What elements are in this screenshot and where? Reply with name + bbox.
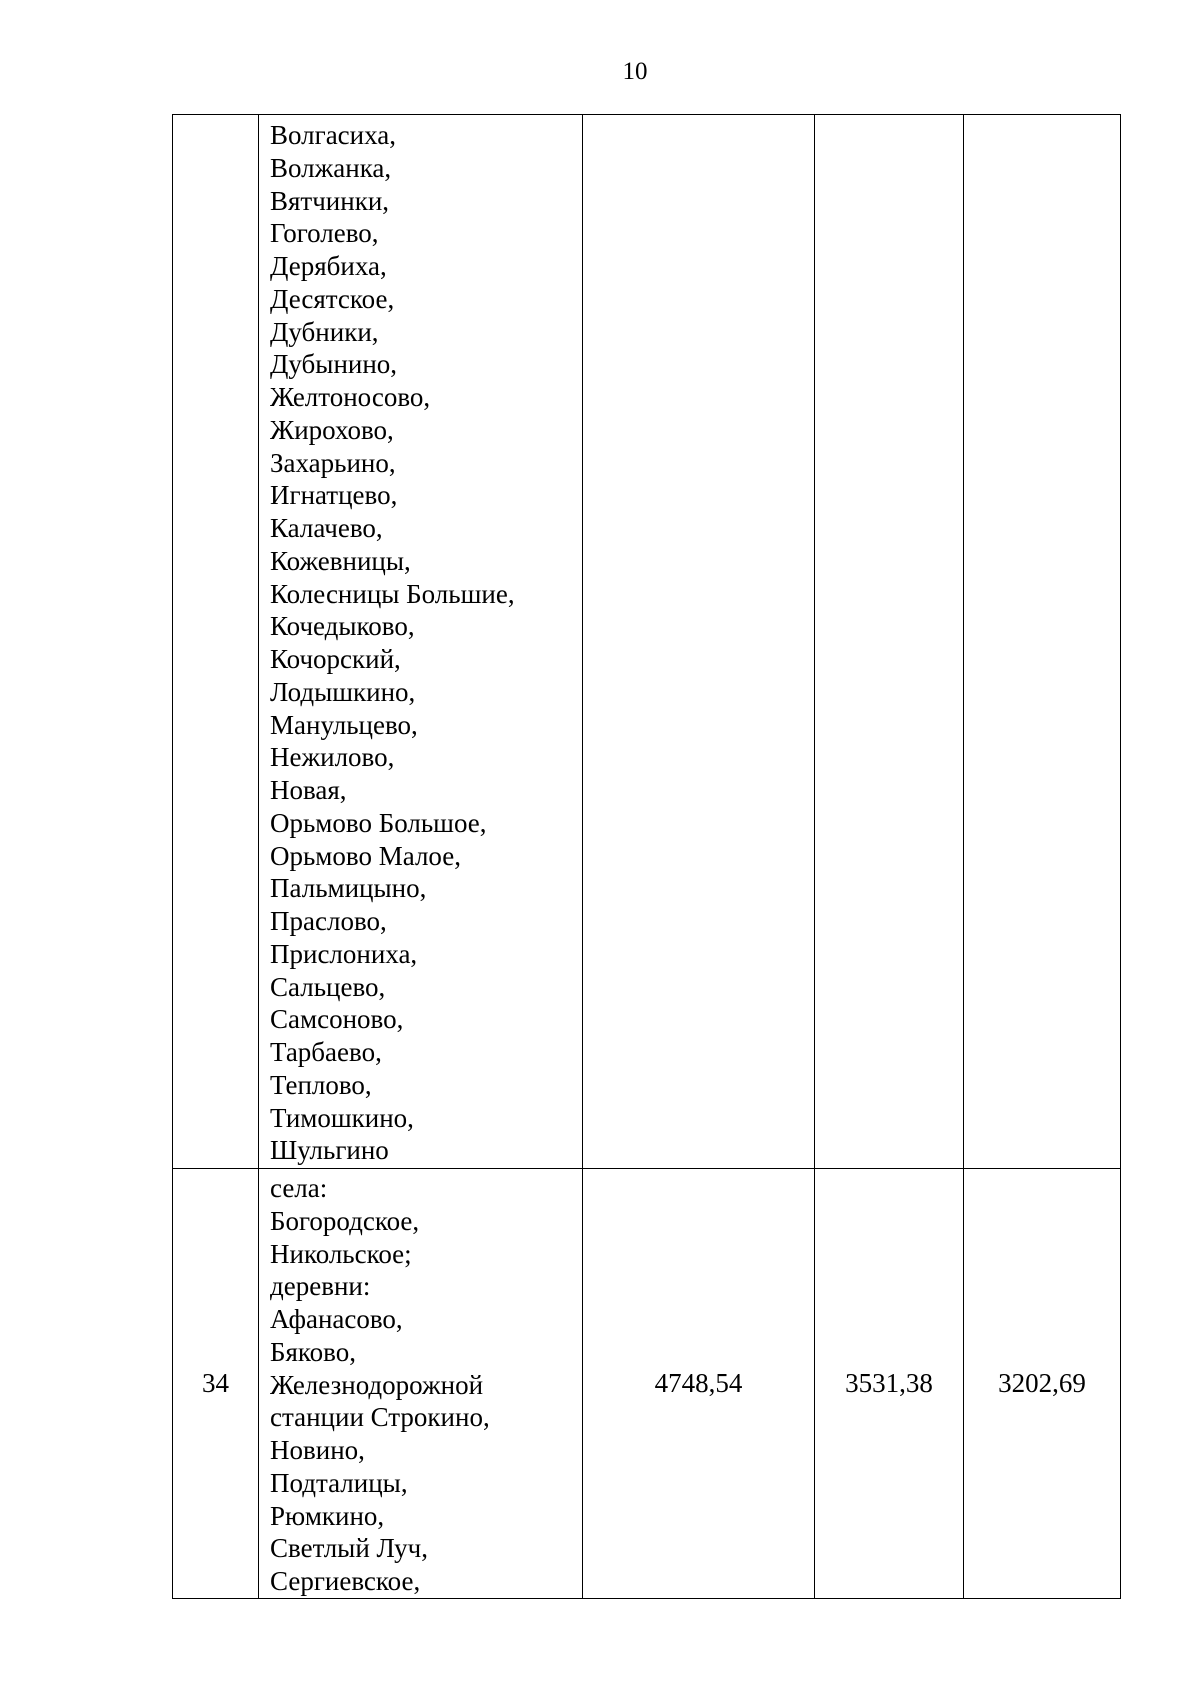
settlement-name: села: — [270, 1173, 328, 1203]
settlement-name: Орьмово Малое, — [270, 840, 461, 871]
table-row — [173, 1169, 1121, 1599]
settlement-names-cell — [259, 1169, 583, 1599]
settlement-name: Колесницы Большие, — [270, 578, 515, 609]
value-2-cell — [815, 115, 964, 1169]
settlement-name: Волгасиха, — [270, 120, 396, 150]
settlement-name: Дубники, — [270, 316, 379, 347]
settlement-name: Подталицы, — [270, 1467, 408, 1498]
settlement-name: Новино, — [270, 1435, 365, 1465]
row-number-cell — [173, 115, 259, 1169]
settlement-names-cell — [259, 115, 583, 1169]
settlement-name: Желтоносово, — [270, 382, 431, 412]
settlements-table — [172, 114, 1121, 1599]
settlement-name: Вятчинки, — [270, 185, 390, 216]
value-3-cell — [964, 115, 1121, 1169]
settlement-name: Афанасово, — [270, 1304, 403, 1334]
settlement-name: Рюмкино, — [270, 1500, 385, 1531]
settlement-name: Тимошкино, — [270, 1102, 414, 1133]
settlement-name: Сергиевское, — [270, 1566, 421, 1596]
settlement-name: Шульгино — [270, 1135, 389, 1166]
settlement-name: Лодышкино, — [270, 676, 416, 707]
settlement-name: Теплово, — [270, 1069, 372, 1100]
settlement-name: Кожевницы, — [270, 545, 411, 576]
settlement-name: станции Строкино, — [270, 1402, 490, 1433]
table-row — [173, 115, 1121, 1169]
settlement-name: Железнодорожной — [270, 1369, 484, 1400]
value-3-cell: 3202,69 — [964, 1169, 1121, 1599]
settlement-name: Волжанка, — [270, 152, 392, 183]
settlement-name: Игнатцево, — [270, 480, 398, 511]
settlement-name: Никольское; — [270, 1238, 412, 1269]
value-1-cell: 4748,54 — [583, 1169, 815, 1599]
settlement-name: Орьмово Большое, — [270, 807, 487, 838]
settlement-name: Калачево, — [270, 513, 383, 543]
settlement-name: Дубынино, — [270, 349, 398, 380]
settlement-name: Жирохово, — [270, 414, 394, 445]
settlement-name: Пальмицыно, — [270, 873, 427, 904]
settlement-name: Гоголево, — [270, 218, 379, 249]
settlement-name: Дерябиха, — [270, 251, 387, 281]
value-1-cell — [583, 115, 815, 1169]
settlement-name: Кочорский, — [270, 644, 401, 674]
page-number: 10 — [622, 58, 648, 85]
row-number-cell: 34 — [173, 1169, 259, 1599]
settlement-name: Богородское, — [270, 1205, 420, 1236]
settlement-name: Праслово, — [270, 906, 387, 936]
value-2-cell: 3531,38 — [815, 1169, 964, 1599]
settlement-name: Самсоново, — [270, 1004, 404, 1035]
settlement-name: Захарьино, — [270, 447, 396, 478]
settlement-name: деревни: — [270, 1271, 371, 1302]
settlement-name: Нежилово, — [270, 742, 395, 773]
settlement-name: Сальцево, — [270, 971, 386, 1002]
settlement-name: Бяково, — [270, 1336, 356, 1367]
settlement-name: Кочедыково, — [270, 611, 415, 642]
settlement-name: Десятское, — [270, 283, 395, 314]
settlement-name: Прислониха, — [270, 938, 418, 969]
settlement-name: Манульцево, — [270, 709, 418, 740]
settlement-name: Новая, — [270, 775, 347, 805]
settlement-name: Тарбаево, — [270, 1037, 382, 1067]
settlement-name: Светлый Луч, — [270, 1533, 428, 1564]
